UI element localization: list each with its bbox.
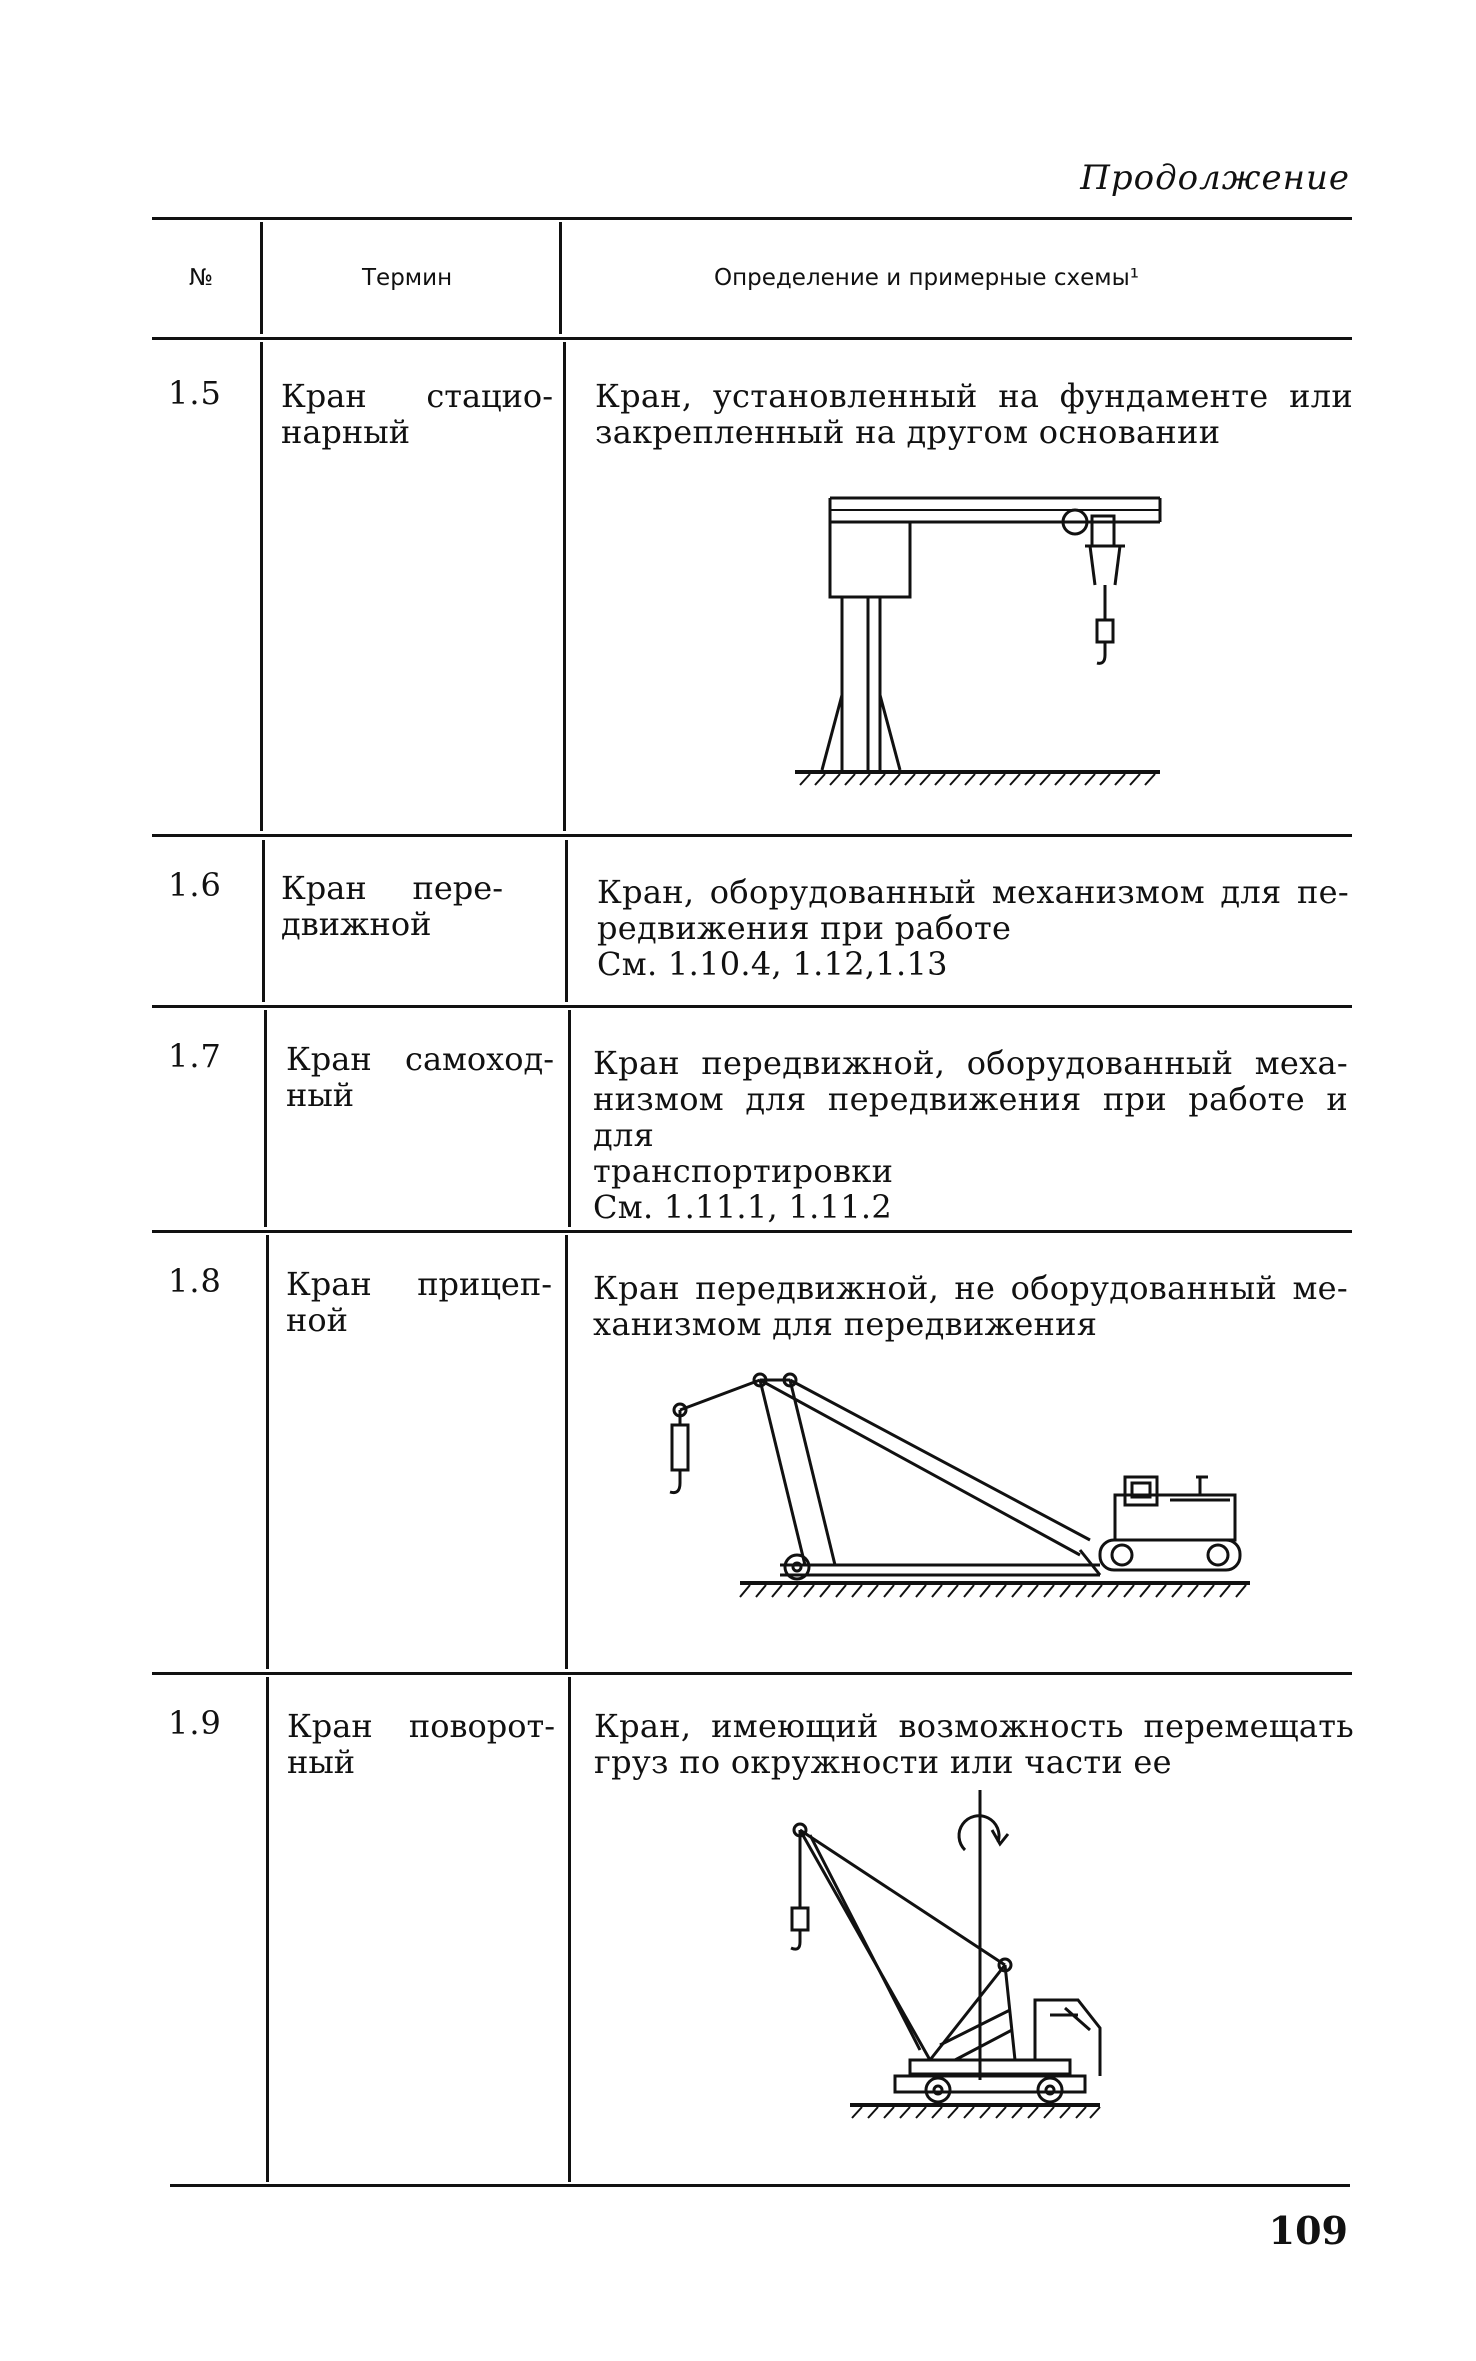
trailer-crane-icon <box>660 1365 1260 1625</box>
row-definition <box>595 378 1353 450</box>
slewing-crane-icon <box>760 1790 1140 2150</box>
term-line: нарный <box>281 413 411 451</box>
row-term <box>281 870 503 942</box>
term-line: Кран пере- <box>281 869 503 907</box>
row-term <box>287 1708 555 1780</box>
definition-line: ханизмом для передвижения <box>593 1305 1098 1343</box>
term-line: ный <box>287 1743 356 1781</box>
row-definition <box>593 1045 1348 1225</box>
cross-reference: См. 1.11.1, 1.11.2 <box>593 1188 893 1226</box>
column-divider <box>568 1677 571 2182</box>
definition-line: редвижения при работе <box>597 909 1012 947</box>
row-number: 1.8 <box>168 1262 222 1300</box>
row-number: 1.6 <box>168 866 222 904</box>
row-number: 1.9 <box>168 1704 222 1742</box>
row-divider <box>152 834 1352 837</box>
row-divider <box>152 1005 1352 1008</box>
row-definition <box>594 1708 1354 1780</box>
row-divider <box>152 1672 1352 1675</box>
row-number: 1.5 <box>168 374 222 412</box>
column-divider <box>266 1235 269 1669</box>
row-term <box>286 1266 552 1338</box>
table-bottom-rule <box>170 2184 1350 2187</box>
row-number: 1.7 <box>168 1037 222 1075</box>
definition-line: транспортировки <box>593 1152 894 1190</box>
row-divider <box>152 1230 1352 1233</box>
column-divider <box>262 840 265 1002</box>
column-divider <box>559 222 562 334</box>
row-definition <box>593 1270 1348 1342</box>
column-divider <box>260 342 263 831</box>
header-definition: Определение и примерные схемы¹ <box>714 265 1139 291</box>
definition-line: Кран, имеющий возможность перемещать <box>594 1707 1354 1745</box>
column-divider <box>568 1010 571 1227</box>
definition-line: Кран передвижной, оборудованный меха- <box>593 1044 1348 1082</box>
column-divider <box>260 222 263 334</box>
column-divider <box>565 1235 568 1669</box>
continuation-label: Продолжение <box>1080 158 1350 198</box>
column-divider <box>563 342 566 831</box>
column-divider <box>266 1677 269 2182</box>
column-divider <box>264 1010 267 1227</box>
term-line: Кран самоход- <box>286 1040 554 1078</box>
definition-line: низмом для передвижения при работе и для <box>593 1080 1348 1154</box>
row-term <box>286 1041 554 1113</box>
definition-line: Кран, оборудованный механизмом для пе- <box>597 873 1349 911</box>
table-top-rule <box>152 217 1352 220</box>
row-term <box>281 378 553 450</box>
term-line: Кран поворот- <box>287 1707 555 1745</box>
header-number: № <box>189 265 213 291</box>
definition-line: груз по окружности или части ее <box>594 1743 1172 1781</box>
term-line: ной <box>286 1301 348 1339</box>
cross-reference: См. 1.10.4, 1.12,1.13 <box>597 945 948 983</box>
header-bottom-rule <box>152 337 1352 340</box>
term-line: движной <box>281 905 432 943</box>
row-definition <box>597 874 1349 982</box>
stationary-crane-icon <box>750 480 1170 800</box>
term-line: Кран стацио- <box>281 377 553 415</box>
term-line: Кран прицеп- <box>286 1265 552 1303</box>
header-term: Термин <box>362 265 453 291</box>
definition-line: закрепленный на другом основании <box>595 413 1221 451</box>
definition-line: Кран, установленный на фундаменте или <box>595 377 1353 415</box>
page-number: 109 <box>1268 2208 1348 2253</box>
definition-line: Кран передвижной, не оборудованный ме- <box>593 1269 1348 1307</box>
term-line: ный <box>286 1076 355 1114</box>
column-divider <box>565 840 568 1002</box>
